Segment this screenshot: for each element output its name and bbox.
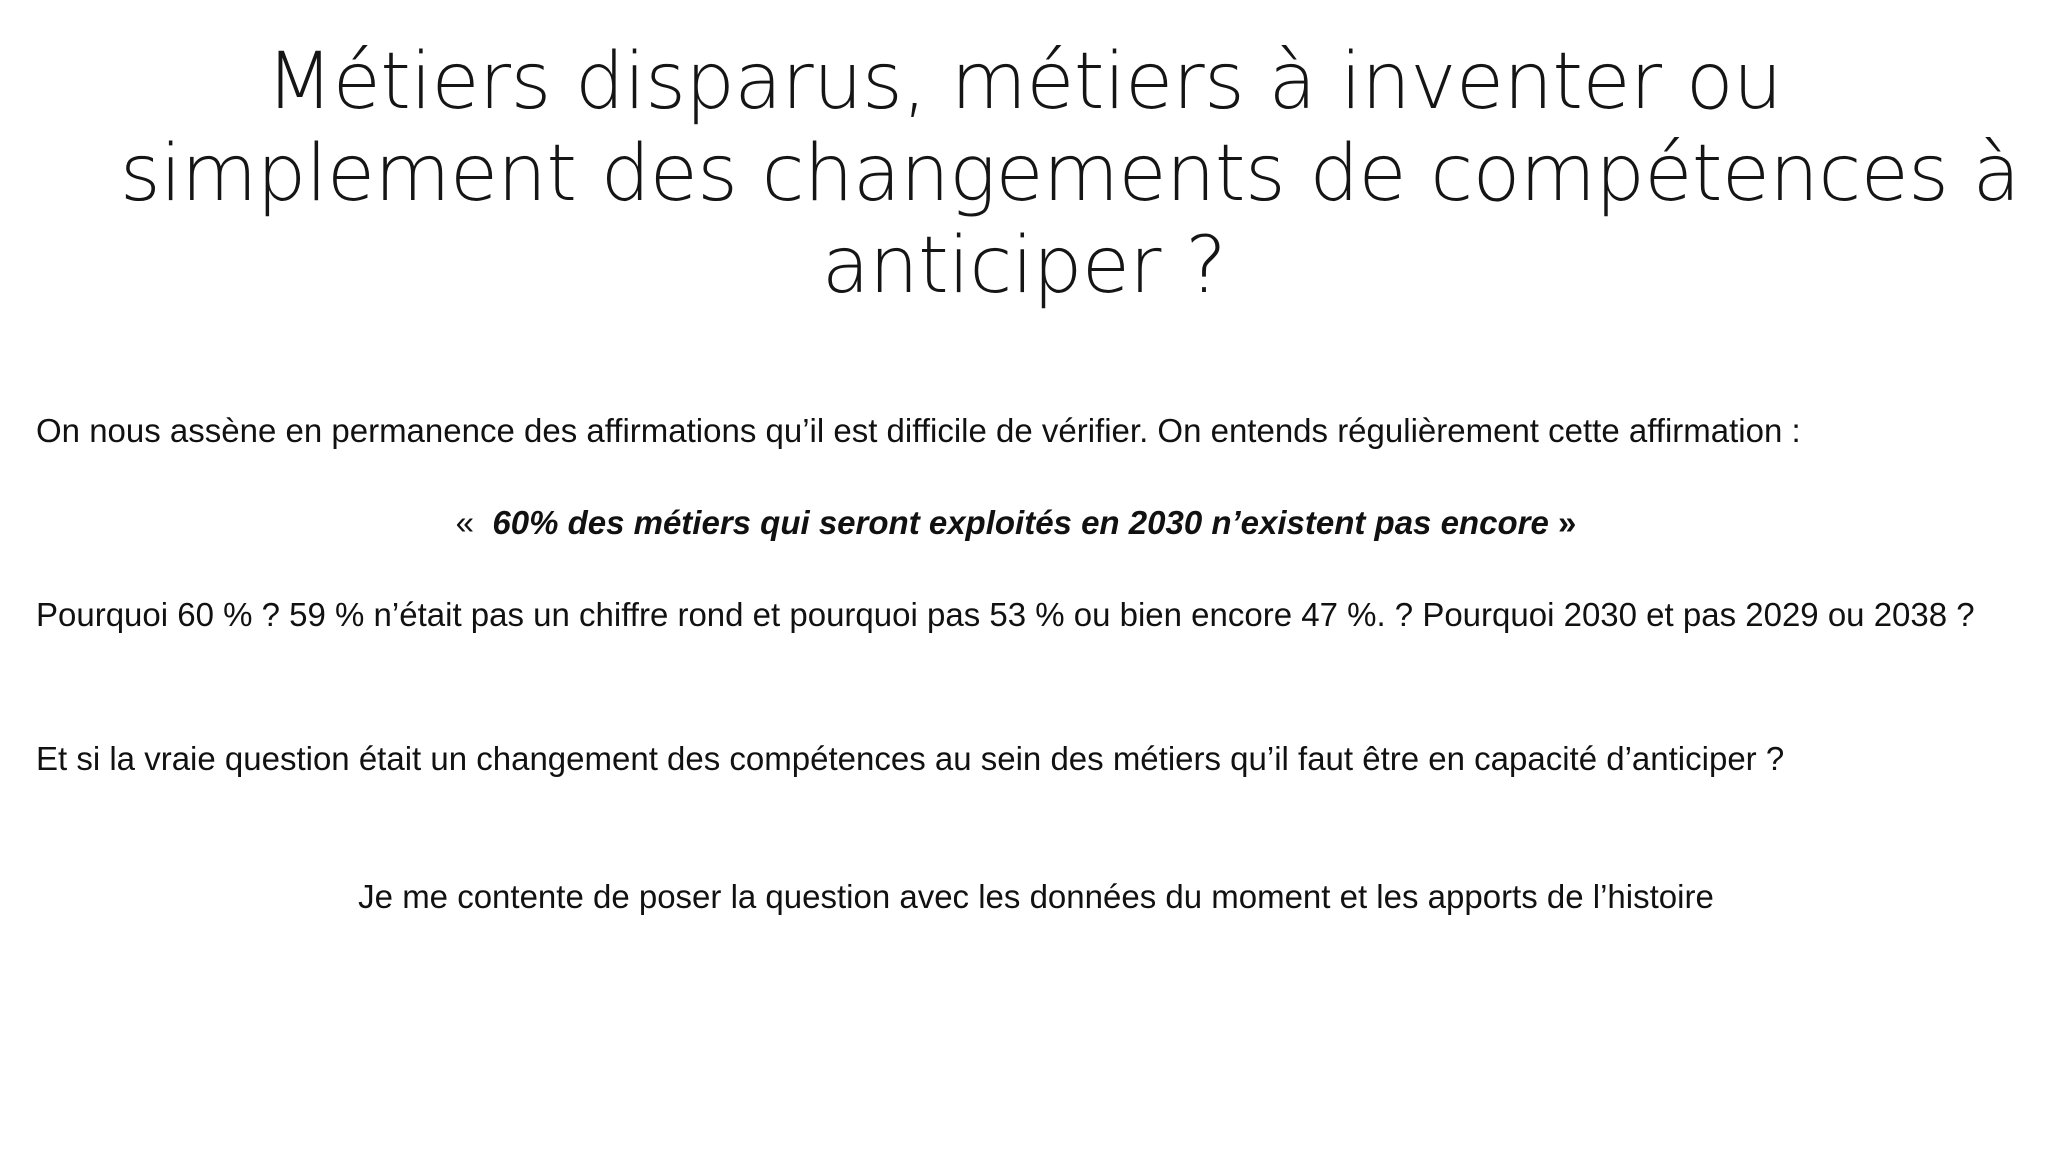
quote-text: 60% des métiers qui seront exploités en 2030 n’existent pas encore — [492, 504, 1549, 541]
quote-open-mark: « — [455, 504, 475, 541]
skills-paragraph: Et si la vraie question était un changement des compétences au sein des métiers qu’il faut être en capacité d’anticiper ? — [36, 740, 1785, 777]
quote-close-mark: » — [1557, 504, 1577, 541]
title-line-2: simplement des changements de compétences à — [120, 129, 2020, 219]
title-line-1: Métiers disparus, métiers à inventer ou — [266, 37, 1782, 127]
question-paragraph: Pourquoi 60 % ? 59 % n’était pas un chiffre rond et pourquoi pas 53 % ou bien encore 47 %. ? Pourquoi 2030 et pas 2029 ou 2038 ? — [36, 596, 1975, 633]
closing-paragraph: Je me contente de poser la question avec les données du moment et les apports de l’histoire — [358, 878, 1714, 915]
intro-paragraph: On nous assène en permanence des affirmations qu’il est difficile de vérifier. On entends régulièrement cette affirmation : — [36, 412, 1801, 449]
title-line-3: anticiper ? — [821, 221, 1227, 311]
slide-title — [120, 36, 2020, 312]
quote-line — [36, 500, 1996, 546]
